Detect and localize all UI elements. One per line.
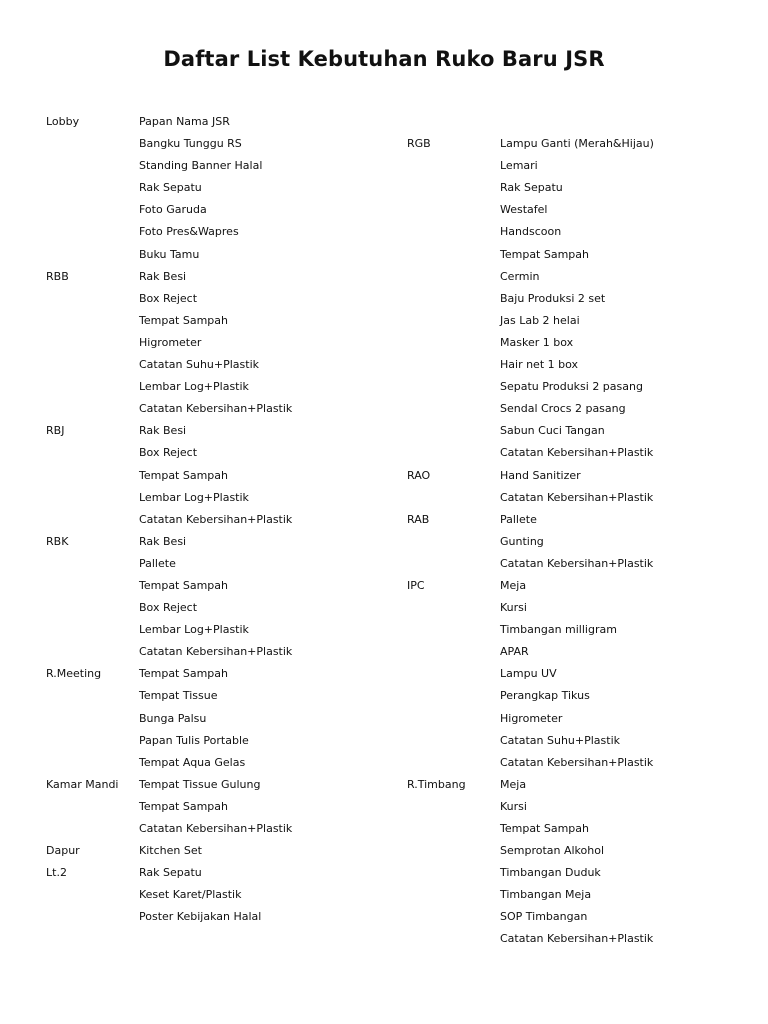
right-section-label: RGB: [407, 137, 431, 151]
right-item-label: Masker 1 box: [500, 335, 574, 349]
left-section-label: Lobby: [46, 115, 80, 128]
right-section-label: [407, 199, 499, 221]
left-section-label: [46, 884, 138, 906]
right-item-label: Tempat Sampah: [500, 247, 589, 261]
left-section-label: [46, 310, 138, 332]
right-section-label: [407, 442, 499, 464]
left-item-label: Bunga Palsu: [139, 711, 207, 725]
left-section-label: [46, 288, 138, 310]
right-section-label: [407, 420, 499, 442]
right-section-label: [407, 730, 499, 752]
left-section-label: [46, 199, 138, 221]
right-item-label: Meja: [500, 578, 527, 592]
left-item-label: Foto Garuda: [139, 203, 207, 217]
right-item-label: Lemari: [500, 159, 538, 173]
left-item-label: Foto Pres&Wapres: [139, 225, 239, 239]
right-section-label: [407, 928, 499, 950]
left-item-label: Rak Sepatu: [139, 181, 202, 195]
right-item-label: Lampu UV: [500, 667, 557, 681]
left-section-label: [46, 487, 138, 509]
page-title: Daftar List Kebutuhan Ruko Baru JSR: [163, 47, 605, 71]
right-section-label: [407, 906, 499, 928]
right-item-label: Timbangan milligram: [500, 623, 617, 637]
left-item-label: Catatan Kebersihan+Plastik: [139, 512, 293, 526]
left-item-label: Box Reject: [139, 446, 198, 460]
left-section-label: [46, 442, 138, 464]
left-item-label: Tempat Aqua Gelas: [139, 755, 246, 769]
right-item-column: [500, 111, 760, 951]
left-section-label: [46, 221, 138, 243]
left-item-label: Rak Besi: [139, 534, 187, 548]
right-section-label: [407, 266, 499, 288]
left-section-column: [46, 111, 138, 928]
left-item-label: Catatan Kebersihan+Plastik: [139, 402, 293, 416]
left-item-label: Tempat Sampah: [139, 468, 228, 482]
left-item-column: [139, 111, 399, 928]
right-section-label: [407, 288, 499, 310]
left-section-label: Kamar Mandi: [46, 777, 119, 791]
left-section-label: [46, 354, 138, 376]
left-item-label: Tempat Tissue: [139, 689, 218, 703]
right-section-label: [407, 840, 499, 862]
left-section-label: RBB: [46, 269, 69, 283]
right-section-label: [407, 487, 499, 509]
right-item-label: Higrometer: [500, 711, 563, 725]
right-section-label: [407, 752, 499, 774]
left-section-label: [46, 752, 138, 774]
left-item-label: Box Reject: [139, 601, 198, 615]
right-section-label: [407, 884, 499, 906]
left-item-label: Box Reject: [139, 291, 198, 305]
right-section-label: [407, 641, 499, 663]
right-section-label: [407, 796, 499, 818]
right-item-label: Rak Sepatu: [500, 181, 563, 195]
right-section-label: RAB: [407, 512, 430, 526]
right-item-label: Sabun Cuci Tangan: [500, 424, 605, 438]
left-item-label: Tempat Sampah: [139, 578, 228, 592]
right-section-label: [407, 619, 499, 641]
right-item-label: Westafel: [500, 203, 548, 217]
right-section-label: [407, 177, 499, 199]
right-item-label: Cermin: [500, 269, 540, 283]
right-item-label: Sendal Crocs 2 pasang: [500, 402, 626, 416]
left-item-label: Rak Besi: [139, 269, 187, 283]
left-section-label: RBJ: [46, 424, 65, 438]
right-item-label: Hair net 1 box: [500, 358, 579, 372]
right-section-label: [407, 155, 499, 177]
right-item-label: Timbangan Meja: [500, 888, 592, 902]
right-section-label: RAO: [407, 468, 431, 482]
left-item-label: Lembar Log+Plastik: [139, 623, 249, 637]
left-item-label: Lembar Log+Plastik: [139, 380, 249, 394]
left-section-label: RBK: [46, 534, 69, 548]
right-item-label: Catatan Kebersihan+Plastik: [500, 490, 654, 504]
right-item-label: Perangkap Tikus: [500, 689, 590, 703]
right-item-label: APAR: [500, 645, 529, 659]
right-section-label: [407, 531, 499, 553]
left-item-label: Standing Banner Halal: [139, 159, 263, 173]
right-section-label: [407, 354, 499, 376]
left-section-label: [46, 597, 138, 619]
right-item-label: Hand Sanitizer: [500, 468, 581, 482]
left-section-label: [46, 177, 138, 199]
right-section-column: [407, 111, 499, 951]
right-item-label: Gunting: [500, 534, 544, 548]
right-section-label: [407, 244, 499, 266]
right-section-label: R.Timbang: [407, 777, 466, 791]
left-item-label: Poster Kebijakan Halal: [139, 910, 262, 924]
left-section-label: [46, 155, 138, 177]
left-section-label: [46, 575, 138, 597]
left-item-label: Buku Tamu: [139, 247, 200, 261]
right-item-label: Kursi: [500, 799, 527, 813]
right-item-label: Sepatu Produksi 2 pasang: [500, 380, 643, 394]
right-section-label: [407, 553, 499, 575]
left-item-label: Rak Besi: [139, 424, 187, 438]
right-item-label: Timbangan Duduk: [500, 866, 601, 880]
right-item-label: Lampu Ganti (Merah&Hijau): [500, 137, 654, 151]
right-item-label: Catatan Kebersihan+Plastik: [500, 755, 654, 769]
left-section-label: Dapur: [46, 844, 80, 858]
right-item-label: Meja: [500, 777, 527, 791]
right-item-label: Baju Produksi 2 set: [500, 291, 606, 305]
left-item-label: Pallete: [139, 556, 176, 570]
right-section-label: [407, 332, 499, 354]
right-item-label: Semprotan Alkohol: [500, 844, 605, 858]
left-item-label: Tempat Sampah: [139, 799, 228, 813]
left-item-label: Catatan Kebersihan+Plastik: [139, 822, 293, 835]
left-item-label: Papan Nama JSR: [139, 115, 230, 128]
right-item-label: Catatan Kebersihan+Plastik: [500, 556, 654, 570]
right-section-label: [407, 221, 499, 243]
left-section-label: R.Meeting: [46, 667, 102, 681]
right-section-label: [407, 685, 499, 707]
right-item-label: Catatan Kebersihan+Plastik: [500, 932, 654, 946]
right-section-label: [407, 398, 499, 420]
right-item-label: [500, 111, 760, 133]
left-section-label: Lt.2: [46, 866, 67, 880]
left-item-label: Tempat Sampah: [139, 667, 228, 681]
right-section-label: [407, 376, 499, 398]
left-item-label: Higrometer: [139, 335, 202, 349]
right-section-label: [407, 310, 499, 332]
right-item-label: Tempat Sampah: [500, 822, 589, 835]
left-item-label: Tempat Tissue Gulung: [139, 777, 261, 791]
right-item-label: SOP Timbangan: [500, 910, 588, 924]
left-section-label: [46, 708, 138, 730]
right-item-label: Jas Lab 2 helai: [500, 313, 580, 327]
left-item-label: Catatan Kebersihan+Plastik: [139, 645, 293, 659]
right-section-label: [407, 708, 499, 730]
right-section-label: IPC: [407, 578, 425, 592]
left-section-label: [46, 465, 138, 487]
left-section-label: [46, 398, 138, 420]
right-item-label: Handscoon: [500, 225, 562, 239]
left-section-label: [46, 685, 138, 707]
left-item-label: Lembar Log+Plastik: [139, 490, 249, 504]
right-section-label: [407, 111, 499, 133]
left-section-label: [46, 332, 138, 354]
left-section-label: [46, 641, 138, 663]
left-item-label: Catatan Suhu+Plastik: [139, 358, 260, 372]
left-section-label: [46, 796, 138, 818]
right-item-label: Catatan Kebersihan+Plastik: [500, 446, 654, 460]
left-section-label: [46, 619, 138, 641]
left-item-label: Bangku Tunggu RS: [139, 137, 242, 151]
left-section-label: [46, 376, 138, 398]
right-section-label: [407, 862, 499, 884]
right-item-label: Pallete: [500, 512, 537, 526]
right-item-label: Catatan Suhu+Plastik: [500, 733, 621, 747]
left-item-label: Kitchen Set: [139, 844, 202, 858]
left-section-label: [46, 553, 138, 575]
left-item-label: Keset Karet/Plastik: [139, 888, 242, 902]
left-section-label: [46, 730, 138, 752]
right-item-label: Kursi: [500, 601, 527, 615]
left-item-label: Tempat Sampah: [139, 313, 228, 327]
left-section-label: [46, 818, 138, 840]
right-section-label: [407, 663, 499, 685]
left-section-label: [46, 133, 138, 155]
left-item-label: Rak Sepatu: [139, 866, 202, 880]
left-section-label: [46, 509, 138, 531]
right-section-label: [407, 597, 499, 619]
right-section-label: [407, 818, 499, 840]
left-section-label: [46, 906, 138, 928]
left-item-label: Papan Tulis Portable: [139, 733, 249, 747]
left-section-label: [46, 244, 138, 266]
